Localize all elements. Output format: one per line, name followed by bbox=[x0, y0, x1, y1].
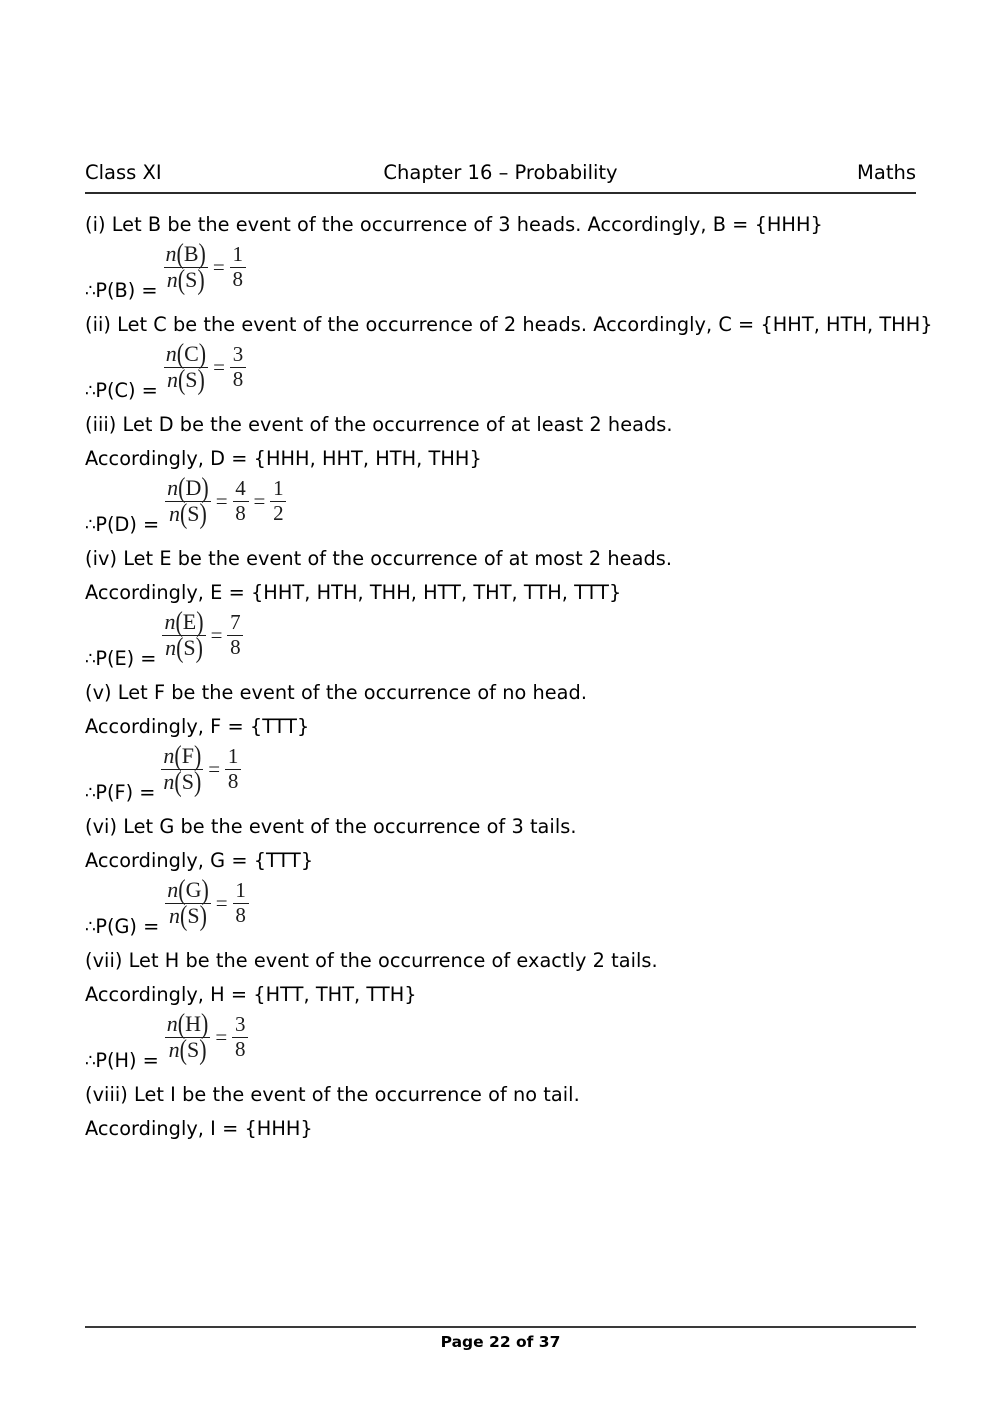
probability-label-vi: ∴P(G) = bbox=[85, 914, 160, 938]
equation-vii bbox=[165, 1006, 248, 1066]
denominator-value: 8 bbox=[235, 501, 246, 526]
probability-label-ii: ∴P(C) = bbox=[85, 378, 158, 402]
n-function-symbol: n bbox=[169, 903, 181, 929]
simplified-numerator-value: 1 bbox=[273, 476, 284, 501]
header-subject-label: Maths bbox=[857, 161, 916, 184]
paren-open-icon: ( bbox=[179, 1032, 187, 1066]
denominator-sample-count bbox=[163, 630, 205, 664]
set-variable: D bbox=[185, 475, 202, 501]
footer-divider bbox=[85, 1326, 916, 1328]
simplified-denominator-value: 2 bbox=[273, 501, 284, 526]
accordingly-line-vii: Accordingly, H = {HTT, THT, TTH} bbox=[85, 983, 417, 1006]
therefore-icon: ∴ bbox=[85, 514, 96, 535]
n-function-symbol: n bbox=[167, 475, 179, 501]
result-line-vi bbox=[85, 872, 945, 944]
result-line-ii bbox=[85, 336, 945, 408]
numerator-value: 1 bbox=[232, 242, 243, 267]
header-chapter-title: Chapter 16 – Probability bbox=[383, 161, 618, 184]
n-function-symbol: n bbox=[165, 635, 177, 661]
denominator-sample-count bbox=[165, 362, 207, 396]
denominator-value: 8 bbox=[230, 635, 241, 660]
denominator-value: 8 bbox=[232, 267, 243, 292]
n-function-symbol: n bbox=[163, 743, 175, 769]
set-variable: S bbox=[181, 769, 194, 795]
n-function-symbol: n bbox=[168, 1037, 180, 1063]
equals-sign: = bbox=[213, 355, 225, 380]
result-line-vii bbox=[85, 1006, 945, 1078]
denominator-value: 8 bbox=[232, 367, 244, 392]
set-variable: H bbox=[185, 1011, 202, 1037]
denominator-sample-count bbox=[167, 898, 209, 932]
accordingly-line-viii: Accordingly, I = {HHH} bbox=[85, 1117, 313, 1140]
n-function-symbol: n bbox=[166, 267, 178, 293]
probability-label-v: ∴P(F) = bbox=[85, 780, 156, 804]
accordingly-line-v: Accordingly, F = {TTT} bbox=[85, 715, 310, 738]
equation-vi bbox=[165, 872, 248, 932]
statement-line-ii: (ii) Let C be the event of the occurrence of 2 heads. Accordingly, C = {HHT, HTH, THH} bbox=[85, 313, 933, 336]
probability-label-iii: ∴P(D) = bbox=[85, 512, 160, 536]
therefore-icon: ∴ bbox=[85, 380, 96, 401]
denominator-value: 8 bbox=[234, 1037, 246, 1062]
paren-open-icon: ( bbox=[178, 872, 186, 906]
statement-line-v: (v) Let F be the event of the occurrence of no head. bbox=[85, 681, 588, 704]
paren-close-icon: ) bbox=[199, 496, 207, 530]
set-variable: G bbox=[185, 877, 202, 903]
paren-open-icon: ( bbox=[175, 604, 183, 638]
statement-line-viii: (viii) Let I be the event of the occurrence of no tail. bbox=[85, 1083, 580, 1106]
equals-sign: = bbox=[215, 489, 228, 514]
probability-label-i: ∴P(B) = bbox=[85, 278, 158, 302]
n-function-symbol: n bbox=[165, 341, 177, 367]
set-variable: S bbox=[185, 267, 198, 293]
set-variable: B bbox=[183, 241, 199, 267]
fraction bbox=[225, 746, 241, 793]
paren-open-icon: ( bbox=[174, 764, 182, 798]
paren-open-icon: ( bbox=[176, 336, 185, 370]
paren-open-icon: ( bbox=[176, 236, 184, 270]
result-line-v bbox=[85, 738, 945, 810]
equation-iv bbox=[162, 604, 243, 664]
fraction bbox=[164, 236, 208, 296]
paren-close-icon: ) bbox=[193, 738, 202, 772]
fraction bbox=[233, 478, 249, 525]
paren-close-icon: ) bbox=[195, 630, 203, 664]
paren-close-icon: ) bbox=[201, 872, 209, 906]
page-header bbox=[85, 163, 916, 183]
fraction bbox=[161, 738, 203, 798]
set-variable: E bbox=[182, 609, 197, 635]
result-line-iv bbox=[85, 604, 945, 676]
set-variable: S bbox=[183, 635, 196, 661]
fraction bbox=[164, 336, 208, 396]
paren-close-icon: ) bbox=[201, 470, 209, 504]
document-body bbox=[85, 208, 945, 1146]
paren-close-icon: ) bbox=[199, 898, 207, 932]
statement-line-iii: (iii) Let D be the event of the occurrence of at least 2 heads. bbox=[85, 413, 673, 436]
numerator-value: 3 bbox=[234, 1012, 246, 1037]
denominator-sample-count bbox=[161, 764, 203, 798]
header-divider bbox=[85, 192, 916, 194]
paren-open-icon: ( bbox=[177, 1006, 186, 1040]
n-function-symbol: n bbox=[166, 1011, 178, 1037]
n-function-symbol: n bbox=[165, 241, 177, 267]
paren-open-icon: ( bbox=[179, 496, 188, 530]
equals-sign-2: = bbox=[253, 489, 266, 514]
set-variable: S bbox=[187, 903, 200, 929]
statement-line-i: (i) Let B be the event of the occurrence of 3 heads. Accordingly, B = {HHH} bbox=[85, 213, 823, 236]
fraction bbox=[162, 604, 205, 664]
paren-close-icon: ) bbox=[199, 1032, 207, 1066]
accordingly-line-iv: Accordingly, E = {HHT, HTH, THH, HTT, THT, TTH, TTT} bbox=[85, 581, 622, 604]
fraction bbox=[165, 1006, 211, 1066]
numerator-value: 1 bbox=[235, 878, 246, 903]
paren-close-icon: ) bbox=[198, 236, 206, 270]
paren-close-icon: ) bbox=[193, 764, 202, 798]
equation-v bbox=[161, 738, 241, 798]
result-line-iii bbox=[85, 470, 945, 542]
denominator-value: 8 bbox=[235, 903, 246, 928]
equation-iii bbox=[165, 470, 286, 530]
fraction bbox=[230, 344, 246, 391]
equals-sign: = bbox=[208, 757, 221, 782]
numerator-value: 1 bbox=[227, 744, 239, 769]
equals-sign: = bbox=[212, 255, 225, 280]
statement-line-vii: (vii) Let H be the event of the occurrence of exactly 2 tails. bbox=[85, 949, 658, 972]
paren-close-icon: ) bbox=[196, 604, 204, 638]
fraction bbox=[233, 880, 249, 927]
statement-line-iv: (iv) Let E be the event of the occurrence of at most 2 heads. bbox=[85, 547, 673, 570]
paren-open-icon: ( bbox=[176, 630, 184, 664]
fraction bbox=[232, 1014, 248, 1061]
fraction bbox=[227, 612, 243, 659]
fraction bbox=[230, 244, 246, 291]
set-variable: S bbox=[185, 367, 198, 393]
set-variable: S bbox=[186, 1037, 200, 1063]
equals-sign: = bbox=[215, 891, 228, 916]
fraction bbox=[270, 478, 286, 525]
probability-label-iv: ∴P(E) = bbox=[85, 646, 157, 670]
n-function-symbol: n bbox=[164, 609, 176, 635]
numerator-value: 3 bbox=[232, 342, 244, 367]
denominator-sample-count bbox=[167, 1032, 209, 1066]
numerator-value: 4 bbox=[235, 476, 246, 501]
paren-open-icon: ( bbox=[177, 362, 186, 396]
therefore-icon: ∴ bbox=[85, 1050, 96, 1071]
set-variable: F bbox=[181, 743, 194, 769]
denominator-sample-count bbox=[165, 262, 207, 296]
equation-i bbox=[164, 236, 246, 296]
n-function-symbol: n bbox=[163, 769, 175, 795]
accordingly-line-vi: Accordingly, G = {TTT} bbox=[85, 849, 314, 872]
paren-open-icon: ( bbox=[177, 262, 186, 296]
n-function-symbol: n bbox=[166, 367, 178, 393]
denominator-value: 8 bbox=[227, 769, 239, 794]
denominator-sample-count bbox=[167, 496, 209, 530]
probability-label-vii: ∴P(H) = bbox=[85, 1048, 159, 1072]
fraction bbox=[165, 872, 211, 932]
paren-close-icon: ) bbox=[198, 336, 207, 370]
equals-sign: = bbox=[215, 1025, 228, 1050]
paren-open-icon: ( bbox=[178, 470, 186, 504]
result-line-i bbox=[85, 236, 945, 308]
accordingly-line-iii: Accordingly, D = {HHH, HHT, HTH, THH} bbox=[85, 447, 482, 470]
therefore-icon: ∴ bbox=[85, 916, 96, 937]
therefore-icon: ∴ bbox=[85, 280, 96, 301]
n-function-symbol: n bbox=[168, 501, 180, 527]
fraction bbox=[165, 470, 211, 530]
equals-sign: = bbox=[210, 623, 223, 648]
paren-open-icon: ( bbox=[174, 738, 182, 772]
set-variable: C bbox=[184, 341, 199, 367]
numerator-value: 7 bbox=[230, 610, 241, 635]
statement-line-vi: (vi) Let G be the event of the occurrence of 3 tails. bbox=[85, 815, 577, 838]
set-variable: S bbox=[187, 501, 200, 527]
therefore-icon: ∴ bbox=[85, 782, 96, 803]
page-number-label: Page 22 of 37 bbox=[440, 1333, 561, 1351]
header-class-label: Class XI bbox=[85, 161, 162, 184]
paren-open-icon: ( bbox=[180, 898, 188, 932]
equation-ii bbox=[164, 336, 246, 396]
paren-close-icon: ) bbox=[197, 362, 205, 396]
therefore-icon: ∴ bbox=[85, 648, 96, 669]
n-function-symbol: n bbox=[167, 877, 179, 903]
paren-close-icon: ) bbox=[197, 262, 205, 296]
paren-close-icon: ) bbox=[201, 1006, 209, 1040]
